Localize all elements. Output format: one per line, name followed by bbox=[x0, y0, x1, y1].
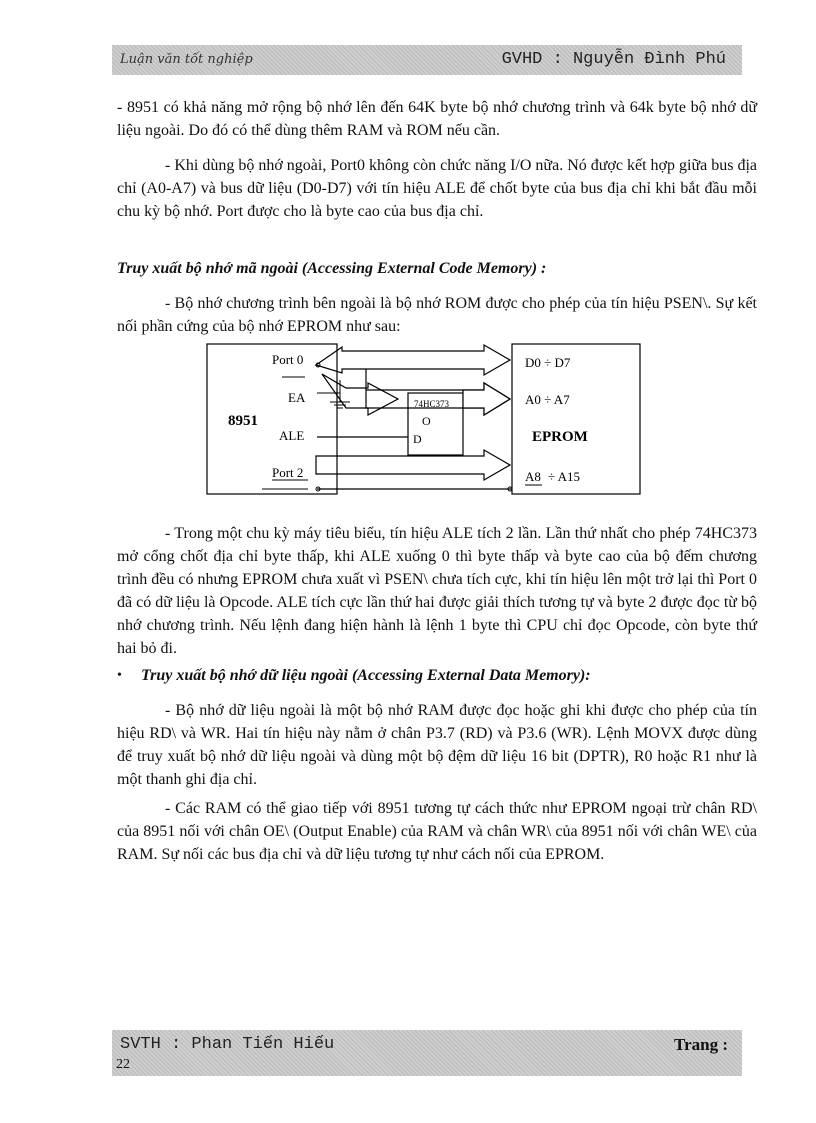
ground-icon bbox=[330, 402, 350, 408]
paragraph-ram-interface: - Các RAM có thể giao tiếp với 8951 tương tự cách thức như EPROM ngoại trừ chân RD\ của 8951 nối với chân OE\ (Output Enable) của RAM và chân WR\ của 8951 nối với chân WE\ của RAM. Sự nối các bus địa chỉ và dữ liệu tương tự như cách nối của EPROM. bbox=[117, 800, 757, 863]
address-high-arrow bbox=[316, 450, 510, 480]
latch-o-label: O bbox=[422, 414, 431, 428]
footer-page-number: 22 bbox=[116, 1057, 130, 1072]
eprom-box bbox=[512, 344, 640, 494]
data-bus-arrow bbox=[316, 345, 510, 375]
page-header bbox=[112, 45, 742, 75]
latch-d-label: D bbox=[413, 432, 422, 446]
latch-to-eprom-arrow bbox=[463, 383, 510, 415]
a-low-label: A0 ÷ A7 bbox=[525, 392, 570, 407]
latch-input-arrow bbox=[322, 374, 398, 415]
address-low-arrow bbox=[366, 369, 510, 415]
ale-label: ALE bbox=[279, 428, 305, 443]
d-bus-label: D0 ÷ D7 bbox=[525, 355, 571, 370]
chip-8951-box bbox=[207, 344, 337, 494]
paragraph-external-ram: - Bộ nhớ dữ liệu ngoài là một bộ nhớ RAM được đọc hoặc ghi khi được cho phép của tín hiệu RD\ và WR. Hai tín hiệu này nằm ở chân P3.7 (RD) và P3.6 (WR). Lệnh MOVX được dùng để truy xuất bộ nhớ dữ liệu ngoài và dùng một bộ đệm dữ liệu 16 bit (DPTR), R0 hoặc R1 như là một thanh ghi địa chỉ. bbox=[117, 702, 757, 788]
chip-8951-label: 8951 bbox=[228, 413, 258, 429]
latch-box bbox=[408, 393, 463, 455]
page-footer bbox=[112, 1030, 742, 1076]
paragraph-port0-bus: - Khi dùng bộ nhớ ngoài, Port0 không còn chức năng I/O nữa. Nó được kết hợp giữa bus địa chỉ (A0-A7) và bus dữ liệu (D0-D7) với tín hiệu ALE để chốt byte của bus địa chỉ khi bắt đầu mỗi chu kỳ bộ nhớ. Port được cho là byte cao của bus địa chỉ. bbox=[117, 157, 757, 220]
section-title-external-data: Truy xuất bộ nhớ dữ liệu ngoài (Accessing External Data Memory): bbox=[141, 667, 591, 684]
ea-label: EA bbox=[288, 390, 306, 405]
header-thesis-label: Luận văn tốt nghiệp bbox=[120, 52, 253, 67]
a-high-a8-label: A8 bbox=[525, 469, 541, 484]
paragraph-psen: - Bộ nhớ chương trình bên ngoài là bộ nhớ ROM được cho phép của tín hiệu PSEN\. Sự kết nối phần cứng của bộ nhớ EPROM như sau: bbox=[117, 295, 757, 335]
footer-student: SVTH : Phan Tiến Hiếu bbox=[120, 1035, 335, 1054]
bullet-icon: • bbox=[117, 668, 122, 683]
paragraph-memory-expansion: - 8951 có khả năng mở rộng bộ nhớ lên đến 64K byte bộ nhớ chương trình và 64k byte bộ nhớ dữ liệu ngoài. Do đó có thể dùng thêm RAM và ROM nếu cần. bbox=[117, 99, 757, 139]
section-title-external-code: Truy xuất bộ nhớ mã ngoài (Accessing External Code Memory) : bbox=[117, 260, 547, 277]
latch-name-label: 74HC373 bbox=[414, 399, 450, 409]
port2-label: Port 2 bbox=[272, 465, 304, 480]
footer-page-label: Trang : bbox=[674, 1035, 728, 1054]
paragraph-machine-cycle: - Trong một chu kỳ máy tiêu biểu, tín hiệu ALE tích 2 lần. Lần thứ nhất cho phép 74HC373 mở cổng chốt địa chỉ byte thấp, khi ALE xuống 0 thì byte thấp và byte cao của bộ đếm chương trình đều có nhưng EPROM chưa xuất vì PSEN\ chưa tích cực, khi tín hiệu lên một trở lại thì Port 0 đã có dữ liệu là Opcode. ALE tích cực lần thứ hai được giải thích tương tự và byte 2 được đọc từ bộ nhớ chương trình. Nếu lệnh đang hiện hành là lệnh 1 byte thì CPU chỉ đọc Opcode, còn byte thứ hai bỏ đi. bbox=[117, 525, 757, 657]
a-high-rest-label: ÷ A15 bbox=[548, 469, 581, 484]
eprom-label: EPROM bbox=[532, 429, 588, 445]
header-advisor: GVHD : Nguyễn Đình Phú bbox=[501, 50, 726, 69]
port0-label: Port 0 bbox=[272, 352, 304, 367]
